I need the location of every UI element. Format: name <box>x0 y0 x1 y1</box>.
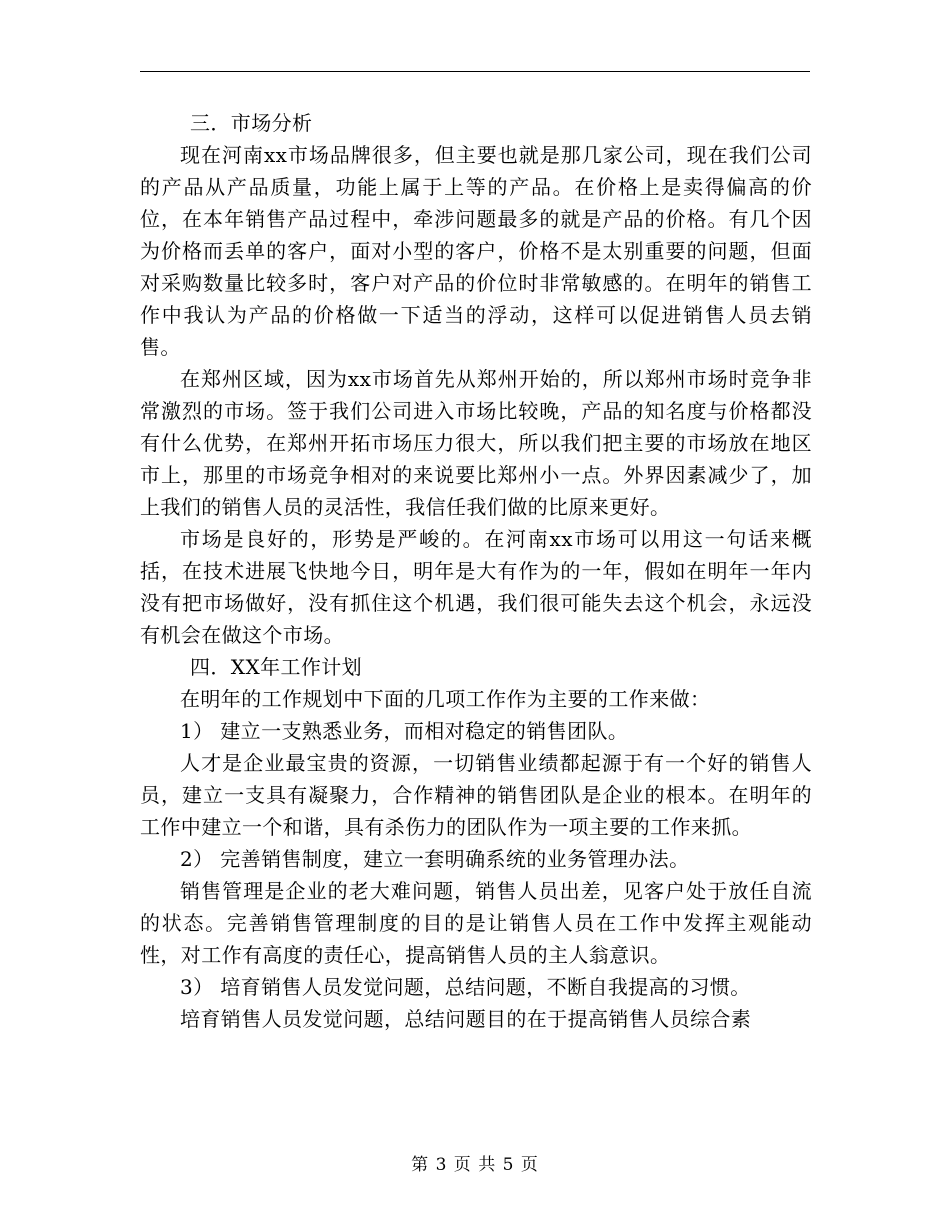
section-heading-market-analysis: 三．市场分析 <box>190 111 313 135</box>
page-number: 第 3 页 共 5 页 <box>411 1155 539 1175</box>
document-body <box>140 107 812 1035</box>
plan-item-1-title: 1） 建立一支熟悉业务，而相对稳定的销售团队。 <box>180 719 629 743</box>
section-heading-work-plan: 四．XX年工作计划 <box>190 655 363 679</box>
paragraph-plan-intro: 在明年的工作规划中下面的几项工作作为主要的工作来做： <box>180 687 711 711</box>
header-rule <box>140 71 810 72</box>
paragraph-market-outlook: 市场是良好的，形势是严峻的。在河南xx市场可以用这一句话来概括，在技术进展飞快地今日，明年是大有作为的一年，假如在明年一年内没有把市场做好，没有抓住这个机遇，我们很可能失去这个机会，永远没有机会在做这个市场。 <box>140 527 812 647</box>
plan-item-3-title: 3） 培育销售人员发觉问题，总结问题，不断自我提高的习惯。 <box>180 975 751 999</box>
paragraph-zhengzhou-region: 在郑州区域，因为xx市场首先从郑州开始的，所以郑州市场时竞争非常激烈的市场。签于我们公司进入市场比较晚，产品的知名度与价格都没有什么优势，在郑州开拓市场压力很大，所以我们把主要的市场放在地区市上，那里的市场竞争相对的来说要比郑州小一点。外界因素减少了，加上我们的销售人员的灵活性，我信任我们做的比原来更好。 <box>140 367 812 519</box>
plan-item-3-body: 培育销售人员发觉问题，总结问题目的在于提高销售人员综合素 <box>180 1007 752 1031</box>
plan-item-2-body: 销售管理是企业的老大难问题，销售人员出差，见客户处于放任自流的状态。完善销售管理制度的目的是让销售人员在工作中发挥主观能动性，对工作有高度的责任心，提高销售人员的主人翁意识。 <box>140 879 812 967</box>
plan-item-2-title: 2） 完善销售制度，建立一套明确系统的业务管理办法。 <box>180 847 690 871</box>
plan-item-1-body: 人才是企业最宝贵的资源，一切销售业绩都起源于有一个好的销售人员，建立一支具有凝聚力，合作精神的销售团队是企业的根本。在明年的工作中建立一个和谐，具有杀伤力的团队作为一项主要的工作来抓。 <box>140 751 812 839</box>
paragraph-market-brands: 现在河南xx市场品牌很多，但主要也就是那几家公司，现在我们公司的产品从产品质量，功能上属于上等的产品。在价格上是卖得偏高的价位，在本年销售产品过程中，牵涉问题最多的就是产品的价格。有几个因为价格而丢单的客户，面对小型的客户，价格不是太别重要的问题，但面对采购数量比较多时，客户对产品的价位时非常敏感的。在明年的销售工作中我认为产品的价格做一下适当的浮动，这样可以促进销售人员去销售。 <box>140 143 812 359</box>
